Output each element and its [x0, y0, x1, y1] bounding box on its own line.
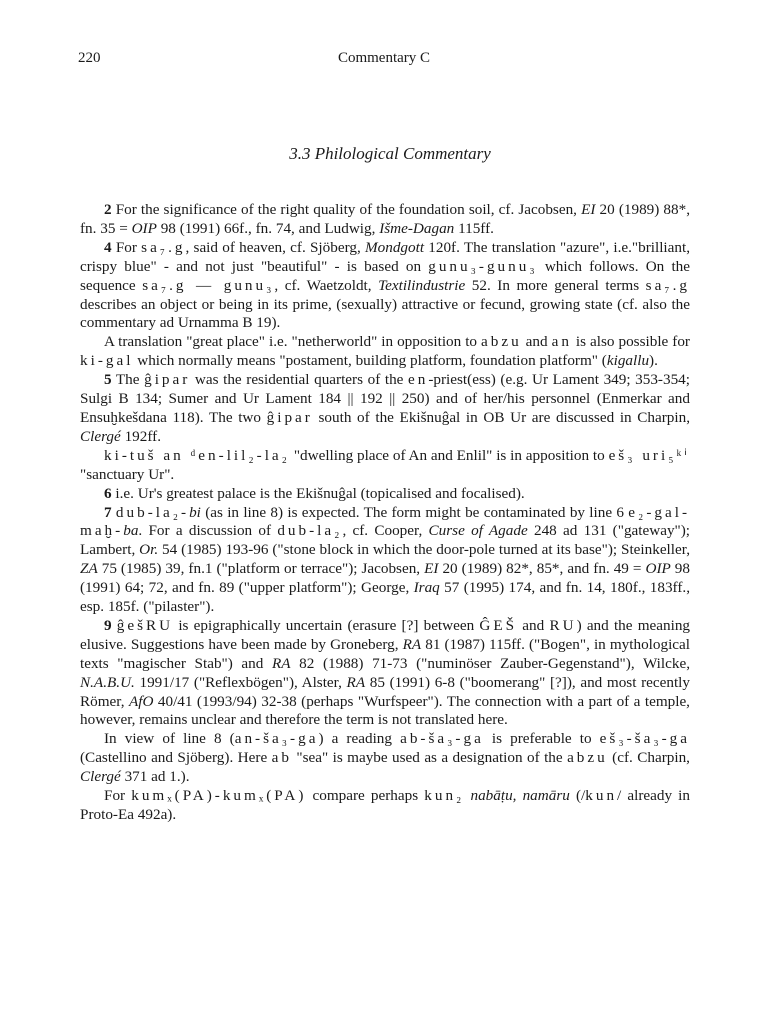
text-segment: e₂-gal-maḫ-: [80, 503, 691, 540]
text-segment: -priest(ess) (e.g. Ur Lament 349; 353-354; Sulgi B 134; Sumer and Ur Lament 184 || 192 || 250) and of her/his personnel (Enmerkar and Ensuḫkešdana 118). The two: [80, 371, 690, 426]
text-segment: describes an object or being in its prime, (sexually) attractive or fecund, growing state (cf. also the commentary ad Urnamma B 19).: [80, 295, 690, 332]
text-segment: eš₃-ša₃-ga: [599, 730, 691, 748]
text-segment: , cf. Waetzoldt,: [274, 276, 379, 294]
text-segment: 371 ad 1.).: [120, 768, 190, 786]
text-segment: / already in Proto-Ea 492a).: [80, 787, 690, 823]
text-segment: and: [517, 616, 550, 634]
text-segment: 6: [104, 484, 112, 502]
text-segment: OIP: [645, 560, 671, 578]
text-segment: ab: [271, 749, 292, 767]
text-segment: EI: [424, 560, 439, 578]
text-segment: RA: [402, 635, 422, 653]
text-segment: ĝipar: [144, 371, 191, 389]
text-segment: ) and the meaning elusive. Suggestions have been made by Groneberg,: [80, 616, 691, 653]
text-segment: ki-gal: [80, 352, 134, 370]
text-segment: , cf. Cooper,: [342, 522, 429, 540]
text-segment: (Castellino and Sjöberg). Here: [80, 749, 272, 767]
text-segment: which normally means "postament, building platform, foundation platform" (: [133, 352, 607, 370]
text-segment: For: [104, 787, 132, 805]
text-segment: ĜEŠ: [479, 616, 518, 634]
commentary-paragraph: [80, 447, 690, 485]
text-segment: 2: [104, 201, 112, 218]
text-segment: sa₇.g: [141, 238, 186, 256]
text-segment: 120f. The translation "azure", i.e."brilliant, crispy blue" - and not just "beautiful" - is based on: [80, 238, 690, 275]
page-number: 220: [78, 50, 101, 66]
text-segment: , said of heaven, cf. Sjöberg,: [185, 238, 365, 256]
text-segment: gunu₃-gunu₃: [428, 257, 538, 275]
commentary-paragraph: [80, 485, 690, 504]
text-segment: Textilindustrie: [378, 276, 466, 294]
text-segment: N.A.B.U.: [80, 673, 135, 691]
text-segment: RU: [549, 616, 577, 634]
text-segment: and: [521, 333, 552, 351]
text-segment: Mondgott: [364, 238, 425, 256]
text-segment: RA: [346, 673, 366, 691]
text-segment: Clergé: [80, 768, 121, 786]
text-segment: 9: [104, 616, 112, 634]
text-segment: Or.: [139, 541, 159, 559]
text-segment: ĝešRU: [116, 616, 174, 634]
running-head: Commentary C: [337, 50, 431, 66]
text-segment: sa₇.g — gunu₃: [142, 276, 275, 294]
text-segment: kun₂: [424, 787, 465, 805]
text-segment: EI: [581, 201, 596, 218]
text-segment: ab-ša₃-ga: [400, 730, 484, 748]
text-segment: 20 (1989) 82*, 85*, and fn. 49 =: [438, 560, 646, 578]
text-segment: 85 (1991) 6-8 ("boomerang" [?]), and most recently Römer,: [80, 673, 690, 710]
text-segment: 192ff.: [120, 427, 161, 445]
commentary-paragraph: [80, 201, 690, 239]
text-segment: an-ša₃-ga: [234, 730, 319, 748]
text-segment: dub-la₂-: [115, 503, 190, 521]
text-segment: 5: [104, 371, 112, 389]
text-segment: 4: [104, 238, 112, 256]
text-segment: 40/41 (1993/94) 32-38 (perhaps "Wurfspeer"). The connection with a part of a temple, however, remains unclear and therefore the term is not translated here.: [80, 692, 690, 729]
text-segment: sa₇.g: [645, 276, 690, 294]
text-segment: 81 (1987) 115ff. ("Bogen", in mythological texts "magischer Stab") and: [80, 635, 690, 672]
text-segment: which follows. On the sequence: [80, 257, 690, 294]
text-segment: . For a discussion of: [138, 522, 278, 540]
section-title: 3.3 Philological Commentary: [289, 144, 491, 163]
text-segment: abzu: [481, 333, 522, 351]
text-segment: is epigraphically uncertain (erasure [?] between: [173, 616, 480, 634]
text-segment: en: [408, 371, 429, 389]
text-segment: 75 (1985) 39, fn.1 ("platform or terrace"); Jacobsen,: [97, 560, 425, 578]
text-segment: south of the Ekišnuĝal in OB Ur are discussed in Charpin,: [312, 408, 690, 426]
text-segment: kun: [585, 787, 618, 805]
text-segment: 1991/17 ("Reflexbögen"), Alster,: [134, 673, 347, 691]
text-segment: For: [111, 238, 142, 256]
text-segment: OIP: [131, 219, 157, 237]
text-segment: (as in line 8) is expected. The form might be contaminated by line 6: [200, 503, 629, 521]
text-segment: ki-tuš an ᵈen-lil₂-la₂: [104, 446, 290, 464]
text-segment: 57 (1995) 174, and fn. 14, 180f., 183ff., esp. 185f. ("pilaster").: [80, 579, 690, 616]
text-segment: 20 (1989) 88*, fn. 35 =: [80, 201, 690, 237]
text-segment: Išme-Dagan: [379, 219, 455, 237]
commentary-paragraph: [80, 371, 690, 447]
commentary-paragraph: [80, 787, 690, 825]
text-segment: For the significance of the right quality of the foundation soil, cf. Jacobsen,: [111, 201, 582, 218]
text-segment: was the residential quarters of the: [190, 371, 408, 389]
commentary-paragraph: [80, 239, 690, 334]
text-segment: is preferable to: [483, 730, 600, 748]
text-segment: A translation "great place" i.e. "netherworld" in opposition to: [104, 333, 482, 351]
text-segment: (cf. Charpin,: [607, 749, 690, 767]
text-segment: ba: [123, 522, 139, 540]
commentary-body: [80, 201, 690, 825]
commentary-paragraph: [80, 333, 690, 371]
text-segment: eš₃ uri₅ᵏⁱ: [608, 446, 691, 464]
text-segment: 52. In more general terms: [465, 276, 646, 294]
text-segment: "dwelling place of An and Enlil" is in apposition to: [289, 446, 609, 464]
text-segment: The: [111, 371, 145, 389]
text-segment: ) a reading: [318, 730, 401, 748]
text-segment: ZA: [80, 560, 98, 578]
commentary-paragraph: [80, 504, 690, 617]
text-segment: 98 (1991) 66f., fn. 74, and Ludwig,: [156, 219, 380, 237]
text-segment: "sea" is maybe used as a designation of the: [291, 749, 568, 767]
text-segment: 82 (1988) 71-73 ("numinöser Zauber-Gegenstand"), Wilcke,: [290, 654, 690, 672]
text-segment: nabāṭu, namāru: [470, 787, 570, 805]
text-segment: (/: [569, 787, 586, 805]
text-segment: abzu: [567, 749, 608, 767]
text-segment: In view of line 8 (: [104, 730, 235, 748]
text-segment: kumₓ(PA)-kumₓ(PA): [131, 787, 307, 805]
commentary-paragraph: [80, 617, 690, 730]
text-segment: kigallu: [606, 352, 650, 370]
text-segment: is also possible for: [571, 333, 690, 351]
text-segment: 248 ad 131 ("gateway"); Lambert,: [80, 522, 691, 559]
text-segment: Clergé: [80, 427, 121, 445]
text-segment: ).: [649, 352, 658, 370]
text-segment: Curse of Agade: [428, 522, 528, 540]
text-segment: "sanctuary Ur".: [80, 465, 175, 483]
text-segment: bi: [189, 503, 201, 521]
text-segment: i.e. Ur's greatest palace is the Ekišnuĝal (topicalised and focalised).: [111, 484, 525, 502]
text-segment: Iraq: [413, 579, 440, 597]
text-segment: compare perhaps: [306, 787, 425, 805]
text-segment: 7: [104, 503, 112, 521]
text-segment: RA: [271, 654, 291, 672]
text-segment: 54 (1985) 193-96 ("stone block in which the door-pole turned at its base"); Steinkeller,: [158, 541, 690, 559]
text-segment: dub-la₂: [277, 522, 343, 540]
text-segment: 115ff.: [454, 219, 494, 237]
text-segment: 98 (1991) 64; 72, and fn. 89 ("upper platform"); George,: [80, 560, 690, 597]
text-segment: an: [551, 333, 572, 351]
text-segment: AfO: [128, 692, 154, 710]
commentary-paragraph: [80, 730, 690, 787]
text-segment: ĝipar: [266, 408, 313, 426]
